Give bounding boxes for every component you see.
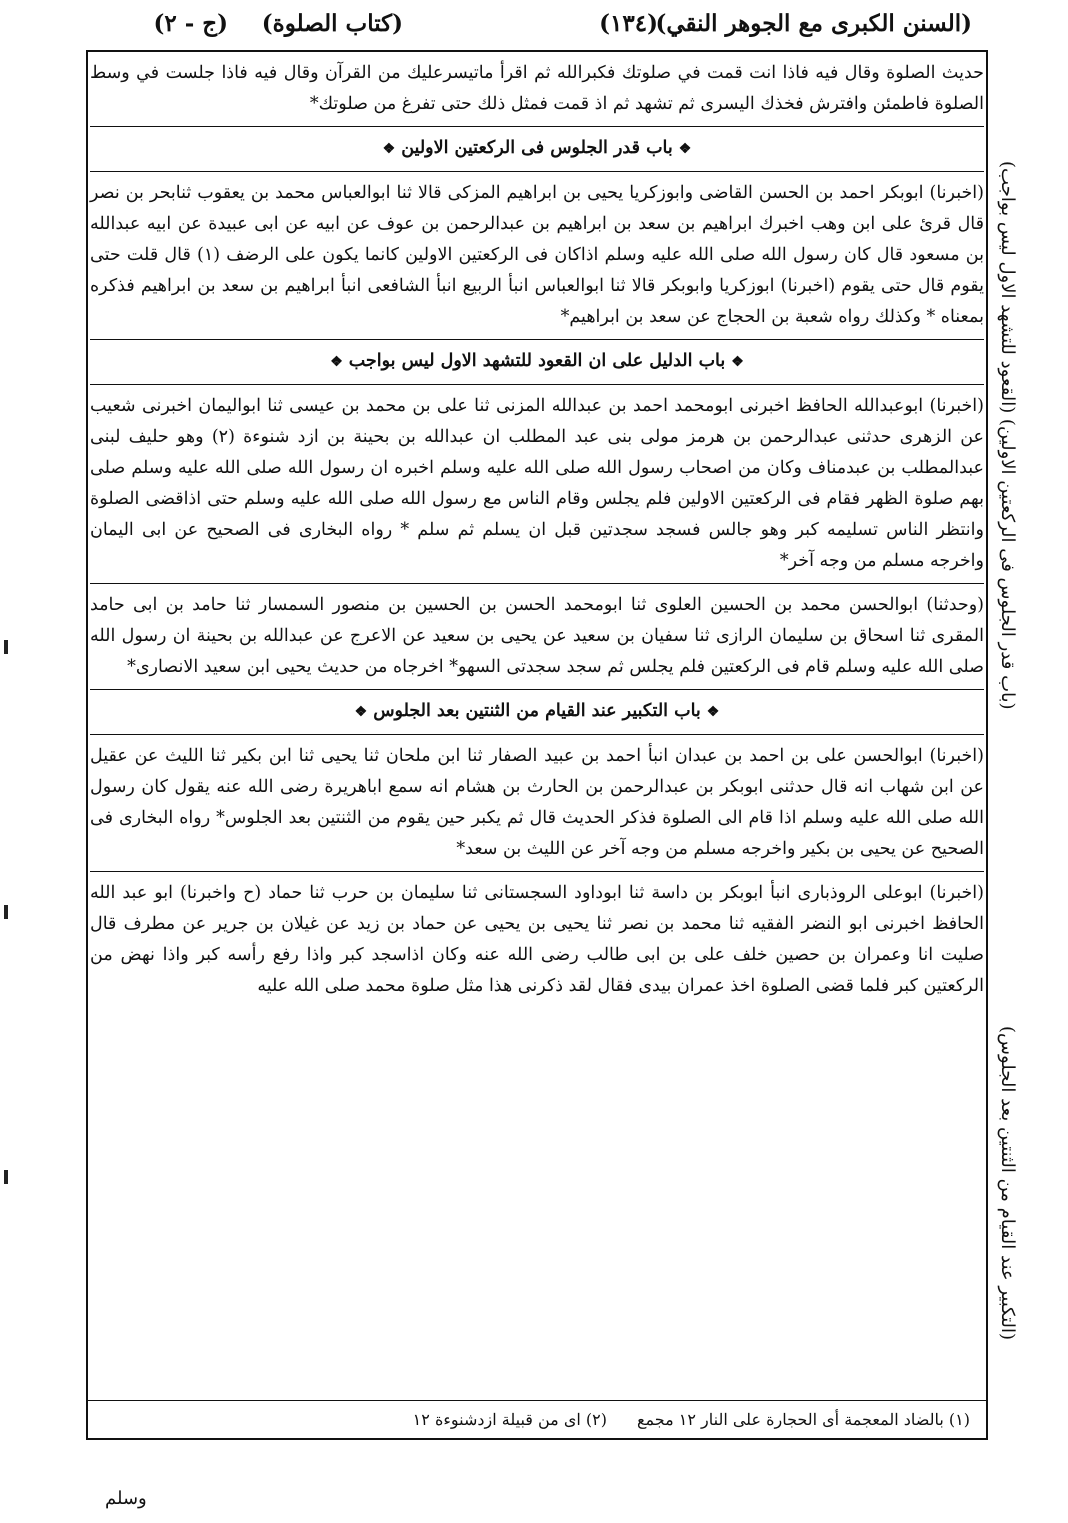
section-heading: ❖باب التكبير عند القيام من الثنتين بعد الجلوس❖ bbox=[354, 701, 720, 721]
divider bbox=[90, 384, 984, 385]
ornament-icon: ❖ bbox=[678, 141, 692, 157]
paragraph: (وحدثنا) ابوالحسن محمد بن الحسين العلوى ثنا ابومحمد الحسن بن الحسين بن منصور السمسار ثنا حامد بن ابى حامد المقرى ثنا اسحاق بن سليمان الرازى ثنا سفيان بن سعيد عن يحيى بن سعيد عن الاعرج عن عبدالله بن بحينة ان رسول الله صلى الله عليه وسلم قام فى الركعتين فلم يجلس ثم سجد سجدتى السهو* اخرجاه من حديث يحيى ابن سعيد الانصارى* bbox=[90, 595, 984, 677]
ornament-icon: ❖ bbox=[706, 704, 720, 720]
ornament-icon: ❖ bbox=[330, 354, 343, 370]
divider bbox=[90, 126, 984, 127]
page-number: (١٣٤) bbox=[599, 10, 658, 37]
volume-label: (ج - ٢) bbox=[153, 10, 228, 37]
divider bbox=[90, 583, 984, 584]
paragraph: (اخبرنا) ابوبكر احمد بن الحسن القاضى وابوزكريا يحيى بن ابراهيم المزكى قالا ثنا ابوالعباس محمد بن يعقوب ثنابحر بن نصر قال قرئ على ابن وهب اخبرك ابراهيم بن سعد بن ابراهيم بن عبدالرحمن بن عوف عن ابيه عن ابى عبيدة عن ابيه عبدالله بن مسعود قال كان رسول الله صلى الله عليه وسلم اذاكان فى الركعتين الاولين كانما يكون على الرضف (١) قال قلت حتى يقوم قال حتى يقوم (اخبرنا) ابوزكريا وابوبكر قالا ثنا ابوالعباس انبأ الربيع انبأ الشافعى انبأ ابراهيم بن سعد بن ابراهيم فذكره بمعناه * وكذلك رواه شعبة بن الحجاج عن سعد بن ابراهيم* bbox=[90, 183, 984, 327]
book-title: (السنن الكبرى مع الجوهر النقي) bbox=[655, 10, 972, 37]
paragraph: حديث الصلوة وقال فيه فاذا انت قمت في صلوتك فكبرالله ثم اقرأ ماتيسرعليك من القرآن وقال فيه فاذا جلست في وسط الصلوة فاطمئن وافترش فخذك اليسرى ثم تشهد ثم اذ قمت فمثل ذلك حتى تفرغ من صلوتك* bbox=[90, 63, 984, 114]
divider bbox=[90, 734, 984, 735]
scan-mark bbox=[4, 905, 8, 919]
paragraph: (اخبرنا) ابوعبدالله الحافظ اخبرنى ابومحمد احمد بن عبدالله المزنى ثنا على بن محمد بن عيسى ثنا ابواليمان اخبرنى شعيب عن الزهرى حدثنى عبدالرحمن بن هرمز مولى بنى عبد المطلب ان عبدالله بن بحينة بن ازد شنوءة (٢) وهو حليف لبنى عبدالمطلب بن عبدمناف وكان من اصحاب رسول الله صلى الله عليه وسلم اخبره ان رسول الله صلى الله عليه وسلم صلى بهم صلوة الظهر فقام فى الركعتين الاولين فلم يجلس وقام الناس مع رسول الله صلى الله عليه وسلم حتى اذاقضى الصلوة وانتظر الناس تسليمه كبر وهو جالس فسجد سجدتين قبل ان يسلم ثم سلم * رواه البخارى فى الصحيح عن ابى اليمان واخرجه مسلم من وجه آخر* bbox=[90, 396, 984, 571]
section-heading: ❖باب قدر الجلوس فى الركعتين الاولين❖ bbox=[382, 138, 692, 158]
divider bbox=[90, 339, 984, 340]
divider bbox=[90, 871, 984, 872]
footnote: (١) بالضاد المعجمة أى الحجارة على النار ١٢ مجمع bbox=[636, 1410, 970, 1429]
divider bbox=[90, 689, 984, 690]
ornament-icon: ❖ bbox=[354, 704, 368, 720]
margin-note: (باب قدر الجلوس فى الركعتين الاولين) (القعود للتشهد الاول ليس بواجب) bbox=[997, 161, 1018, 710]
divider bbox=[90, 171, 984, 172]
ornament-icon: ❖ bbox=[731, 354, 744, 370]
scan-mark bbox=[4, 1170, 8, 1184]
footnote-divider bbox=[88, 1400, 986, 1401]
margin-note: (التكبير عند القيام من الثنتين بعد الجلوس) bbox=[997, 1025, 1018, 1340]
footnotes bbox=[100, 1410, 970, 1429]
chapter-title: (كتاب الصلوة) bbox=[261, 10, 403, 37]
scan-mark bbox=[4, 640, 8, 654]
paragraph: (اخبرنا) ابوعلى الروذبارى انبأ ابوبكر بن داسة ثنا ابوداود السجستانى ثنا سليمان بن حرب ثنا حماد (ح واخبرنا) ابو عبد الله الحافظ اخبرنى ابو النضر الفقيه ثنا محمد بن نصر ثنا يحيى بن يحيى عن حماد بن زيد عن غيلان بن جرير عن مطرف قال صليت انا وعمران بن حصين خلف على بن ابى طالب رضى الله عنه وكان اذاسجد كبر واذا رفع رأسه كبر واذا نهض من الركعتين كبر فلما قضى الصلوة اخذ عمران بيدى فقال لقد ذكرنى هذا مثل صلوة محمد صلى الله عليه bbox=[90, 883, 984, 996]
catchword: وسلم bbox=[105, 1488, 147, 1509]
ornament-icon: ❖ bbox=[382, 141, 396, 157]
paragraph: (اخبرنا) ابوالحسن على بن احمد بن عبدان انبأ احمد بن عبيد الصفار ثنا ابن ملحان ثنا يحيى ثنا ابن بكير ثنا الليث عن عقيل عن ابن شهاب انه قال حدثنى ابوبكر بن عبدالرحمن بن الحارث بن هشام انه سمع اباهريرة رضى الله عنه يقول كان رسول الله صلى الله عليه وسلم اذا قام الى الصلوة فذكر الحديث قال ثم يكبر حين يقوم من الثنتين بعد الجلوس* رواه البخارى فى الصحيح عن يحيى بن بكير واخرجه مسلم من وجه آخر عن الليث بن سعد* bbox=[90, 746, 984, 859]
section-heading: ❖باب الدليل على ان القعود للتشهد الاول ليس بواجب❖ bbox=[330, 351, 744, 371]
main-text bbox=[90, 58, 984, 1002]
footnote: (٢) اى من قبيلة ازدشنوءة ١٢ bbox=[412, 1410, 607, 1429]
